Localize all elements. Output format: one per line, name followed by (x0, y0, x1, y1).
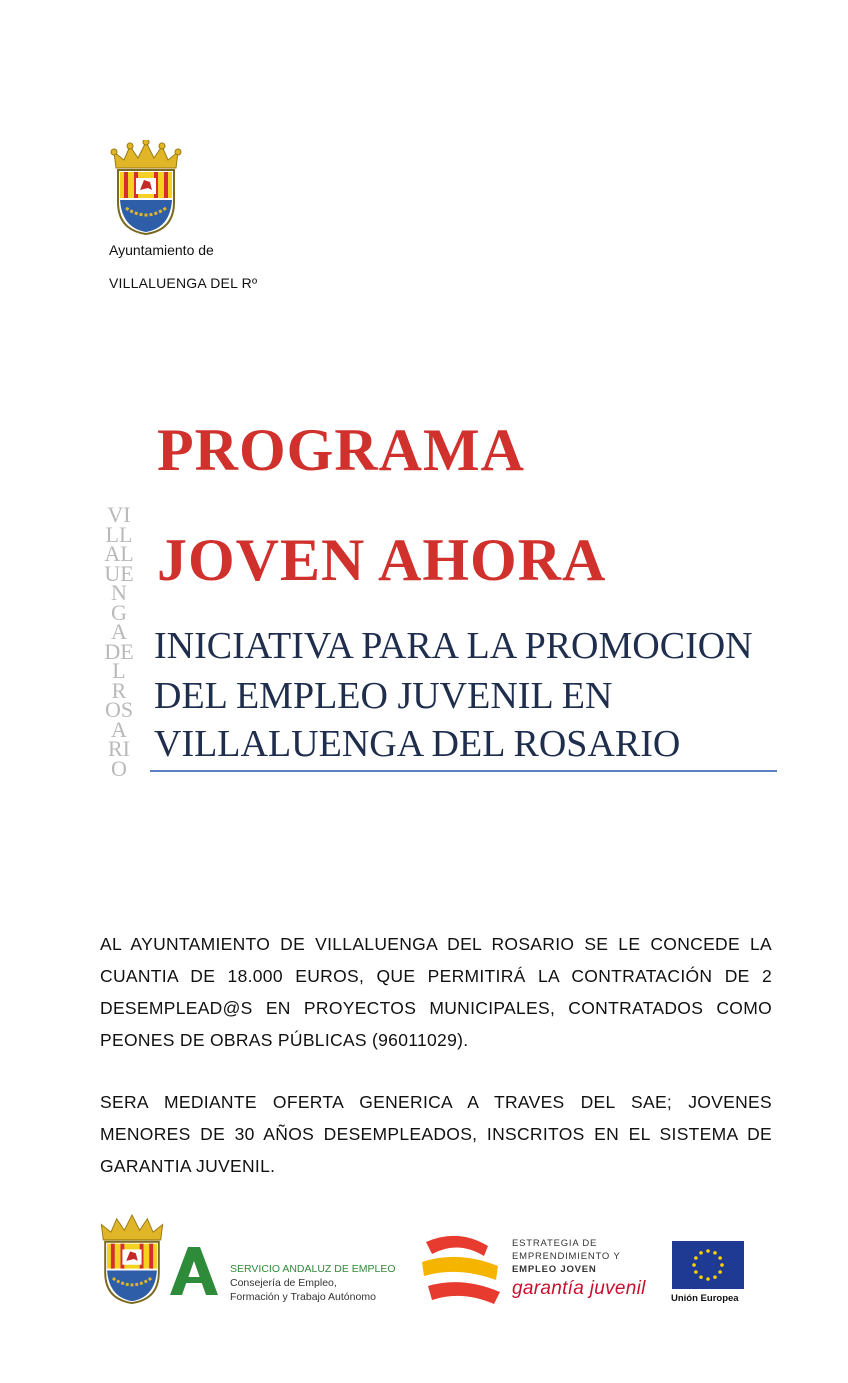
eu-star (718, 1270, 722, 1274)
eu-star (706, 1249, 710, 1253)
org-name-line2: VILLALUENGA DEL Rº (109, 275, 258, 291)
eu-star (713, 1251, 717, 1255)
municipal-crest-small-icon (97, 1213, 167, 1305)
subtitle-line1: INICIATIVA PARA LA PROMOCION (154, 625, 753, 667)
title-line2: JOVEN AHORA (157, 527, 607, 593)
gj-strategy-line1: ESTRATEGIA DE (512, 1238, 598, 1249)
title-line1: PROGRAMA (157, 417, 525, 483)
gj-strategy-line2: EMPRENDIMIENTO Y (512, 1251, 621, 1262)
eu-star (694, 1256, 698, 1260)
subtitle-line3: VILLALUENGA DEL ROSARIO (154, 723, 681, 765)
body-paragraph-2: SERA MEDIANTE OFERTA GENERICA A TRAVES DEL SAE; JOVENES MENORES DE 30 AÑOS DESEMPLEADOS, INSCRITOS EN EL SISTEMA DE GARANTIA JUVENIL. (100, 1092, 772, 1176)
garantia-juvenil-logo-icon (418, 1232, 506, 1308)
eu-star (694, 1270, 698, 1274)
eu-label: Unión Europea (671, 1293, 739, 1304)
sae-name: SERVICIO ANDALUZ DE EMPLEO (230, 1263, 396, 1275)
vertical-watermark-text: VILLALUENGA DEL ROSARIO (104, 502, 134, 781)
junta-andalucia-logo-icon (168, 1245, 220, 1297)
org-name-line1: Ayuntamiento de (109, 242, 214, 258)
eu-star (718, 1256, 722, 1260)
subtitle-line2: DEL EMPLEO JUVENIL EN (154, 675, 613, 717)
gj-brand-name: garantía juvenil (512, 1278, 646, 1299)
divider-line (150, 770, 777, 772)
eu-star (713, 1275, 717, 1279)
sae-dept-line1: Consejería de Empleo, (230, 1277, 337, 1289)
gj-strategy-line3: EMPLEO JOVEN (512, 1264, 597, 1275)
eu-star (720, 1263, 724, 1267)
municipal-crest-icon (110, 140, 182, 236)
sae-dept-line2: Formación y Trabajo Autónomo (230, 1291, 376, 1303)
eu-star (699, 1275, 703, 1279)
eu-star (699, 1251, 703, 1255)
body-paragraph-1: AL AYUNTAMIENTO DE VILLALUENGA DEL ROSARIO SE LE CONCEDE LA CUANTIA DE 18.000 EUROS, QUE PERMITIRÁ LA CONTRATACIÓN DE 2 DESEMPLEAD@S EN PROYECTOS MUNICIPALES, CONTRATADOS COMO PEONES DE OBRAS PÚBLICAS (96011029). (100, 934, 772, 1050)
eu-star (692, 1263, 696, 1267)
eu-star (706, 1277, 710, 1281)
eu-flag-icon (672, 1241, 744, 1289)
